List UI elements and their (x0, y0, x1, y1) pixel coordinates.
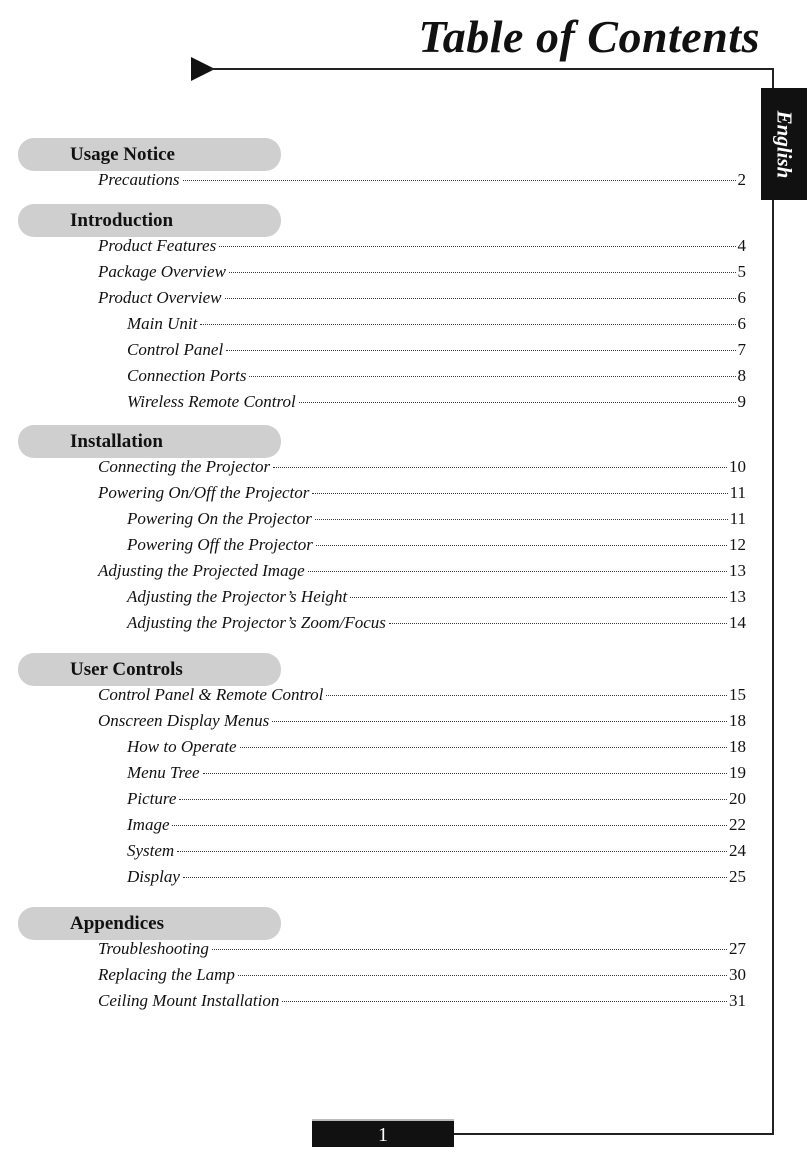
toc-entry-page: 7 (737, 340, 746, 359)
toc-entry-label: Adjusting the Projected Image (98, 561, 305, 580)
toc-entry-product-overview[interactable] (98, 287, 746, 309)
toc-entry-page: 25 (729, 867, 746, 886)
toc-entry-page: 6 (737, 314, 746, 333)
toc-entry-label: System (127, 841, 175, 860)
toc-entry-wireless-remote-control[interactable] (127, 391, 746, 413)
dot-leader (316, 545, 727, 546)
toc-entry-label: Control Panel (127, 340, 224, 359)
toc-entry-page: 18 (729, 737, 746, 756)
toc-entry-onscreen-display-menus[interactable] (98, 710, 746, 732)
dot-leader (249, 376, 735, 377)
dot-leader (183, 180, 736, 181)
dot-leader (183, 877, 727, 878)
toc-entry-picture[interactable] (127, 788, 746, 810)
toc-entry-label: Connecting the Projector (98, 457, 271, 476)
toc-entry-package-overview[interactable] (98, 261, 746, 283)
toc-entry-connecting-the-projector[interactable] (98, 456, 746, 478)
toc-entry-main-unit[interactable] (127, 313, 746, 335)
dot-leader (177, 851, 727, 852)
toc-entry-control-panel-remote[interactable] (98, 684, 746, 706)
toc-entry-powering-on[interactable] (127, 508, 746, 530)
dot-leader (238, 975, 727, 976)
toc-entry-page: 20 (729, 789, 746, 808)
toc-entry-page: 27 (729, 939, 746, 958)
dot-leader (229, 272, 736, 273)
dot-leader (389, 623, 727, 624)
toc-entry-label: Powering On/Off the Projector (98, 483, 310, 502)
toc-entry-page: 24 (729, 841, 746, 860)
section-header-usage-notice: Usage Notice (18, 138, 281, 171)
toc-entry-powering-off[interactable] (127, 534, 746, 556)
toc-entry-label: Connection Ports (127, 366, 247, 385)
toc-entry-label: Display (127, 867, 180, 886)
title-rule (210, 68, 774, 70)
toc-entry-display[interactable] (127, 866, 746, 888)
toc-entry-label: Ceiling Mount Installation (98, 991, 280, 1010)
side-rule (772, 68, 774, 1134)
section-header-appendices: Appendices (18, 907, 281, 940)
dot-leader (326, 695, 727, 696)
toc-entry-label: Package Overview (98, 262, 226, 281)
section-header-user-controls: User Controls (18, 653, 281, 686)
toc-entry-page: 13 (729, 587, 746, 606)
toc-entry-page: 11 (729, 483, 746, 502)
page-title: Table of Contents (418, 11, 760, 62)
toc-entry-label: Powering On the Projector (127, 509, 312, 528)
toc-entry-page: 5 (737, 262, 746, 281)
toc-entry-label: Picture (127, 789, 177, 808)
dot-leader (308, 571, 727, 572)
toc-entry-page: 18 (729, 711, 746, 730)
toc-entry-label: Wireless Remote Control (127, 392, 296, 411)
toc-entry-label: Adjusting the Projector’s Zoom/Focus (127, 613, 386, 632)
toc-entry-ceiling-mount-installation[interactable] (98, 990, 746, 1012)
toc-entry-menu-tree[interactable] (127, 762, 746, 784)
dot-leader (312, 493, 727, 494)
dot-leader (172, 825, 727, 826)
toc-entry-page: 2 (737, 170, 746, 189)
dot-leader (299, 402, 736, 403)
toc-entry-page: 31 (729, 991, 746, 1010)
dot-leader (179, 799, 727, 800)
toc-entry-label: Main Unit (127, 314, 198, 333)
toc-entry-page: 11 (729, 509, 746, 528)
dot-leader (212, 949, 727, 950)
toc-entry-system[interactable] (127, 840, 746, 862)
toc-entry-page: 6 (737, 288, 746, 307)
language-tab-label: English (772, 110, 797, 178)
toc-entry-label: Powering Off the Projector (127, 535, 313, 554)
bottom-rule (454, 1133, 774, 1135)
toc-entry-page: 9 (737, 392, 746, 411)
toc-entry-image[interactable] (127, 814, 746, 836)
toc-entry-connection-ports[interactable] (127, 365, 746, 387)
language-tab (761, 88, 807, 200)
section-header-introduction: Introduction (18, 204, 281, 237)
toc-entry-page: 15 (729, 685, 746, 704)
toc-entry-powering-on-off[interactable] (98, 482, 746, 504)
toc-entry-label: How to Operate (127, 737, 237, 756)
toc-entry-replacing-the-lamp[interactable] (98, 964, 746, 986)
toc-entry-page: 22 (729, 815, 746, 834)
toc-entry-page: 19 (729, 763, 746, 782)
dot-leader (240, 747, 727, 748)
toc-entry-label: Image (127, 815, 170, 834)
toc-entry-adjusting-height[interactable] (127, 586, 746, 608)
dot-leader (225, 298, 736, 299)
toc-entry-label: Troubleshooting (98, 939, 209, 958)
dot-leader (203, 773, 727, 774)
toc-entry-label: Precautions (98, 170, 180, 189)
toc-entry-page: 30 (729, 965, 746, 984)
toc-entry-label: Replacing the Lamp (98, 965, 235, 984)
toc-entry-label: Adjusting the Projector’s Height (127, 587, 348, 606)
toc-entry-page: 12 (729, 535, 746, 554)
toc-entry-label: Product Overview (98, 288, 222, 307)
toc-entry-page: 10 (729, 457, 746, 476)
page-number: 1 (312, 1119, 454, 1147)
toc-entry-page: 4 (737, 236, 746, 255)
toc-entry-precautions[interactable] (98, 169, 746, 191)
dot-leader (315, 519, 728, 520)
dot-leader (272, 721, 727, 722)
section-header-installation: Installation (18, 425, 281, 458)
dot-leader (282, 1001, 727, 1002)
toc-entry-label: Menu Tree (127, 763, 200, 782)
toc-entry-adjusting-projected-image[interactable] (98, 560, 746, 582)
toc-entry-page: 8 (737, 366, 746, 385)
toc-entry-how-to-operate[interactable] (127, 736, 746, 758)
toc-entry-label: Onscreen Display Menus (98, 711, 270, 730)
dot-leader (200, 324, 735, 325)
toc-entry-adjusting-zoom-focus[interactable] (127, 612, 746, 634)
dot-leader (350, 597, 727, 598)
dot-leader (219, 246, 735, 247)
toc-entry-label: Product Features (98, 236, 217, 255)
toc-entry-control-panel[interactable] (127, 339, 746, 361)
toc-entry-page: 14 (729, 613, 746, 632)
toc-entry-page: 13 (729, 561, 746, 580)
toc-entry-label: Control Panel & Remote Control (98, 685, 324, 704)
toc-entry-troubleshooting[interactable] (98, 938, 746, 960)
dot-leader (273, 467, 727, 468)
toc-entry-product-features[interactable] (98, 235, 746, 257)
dot-leader (226, 350, 735, 351)
